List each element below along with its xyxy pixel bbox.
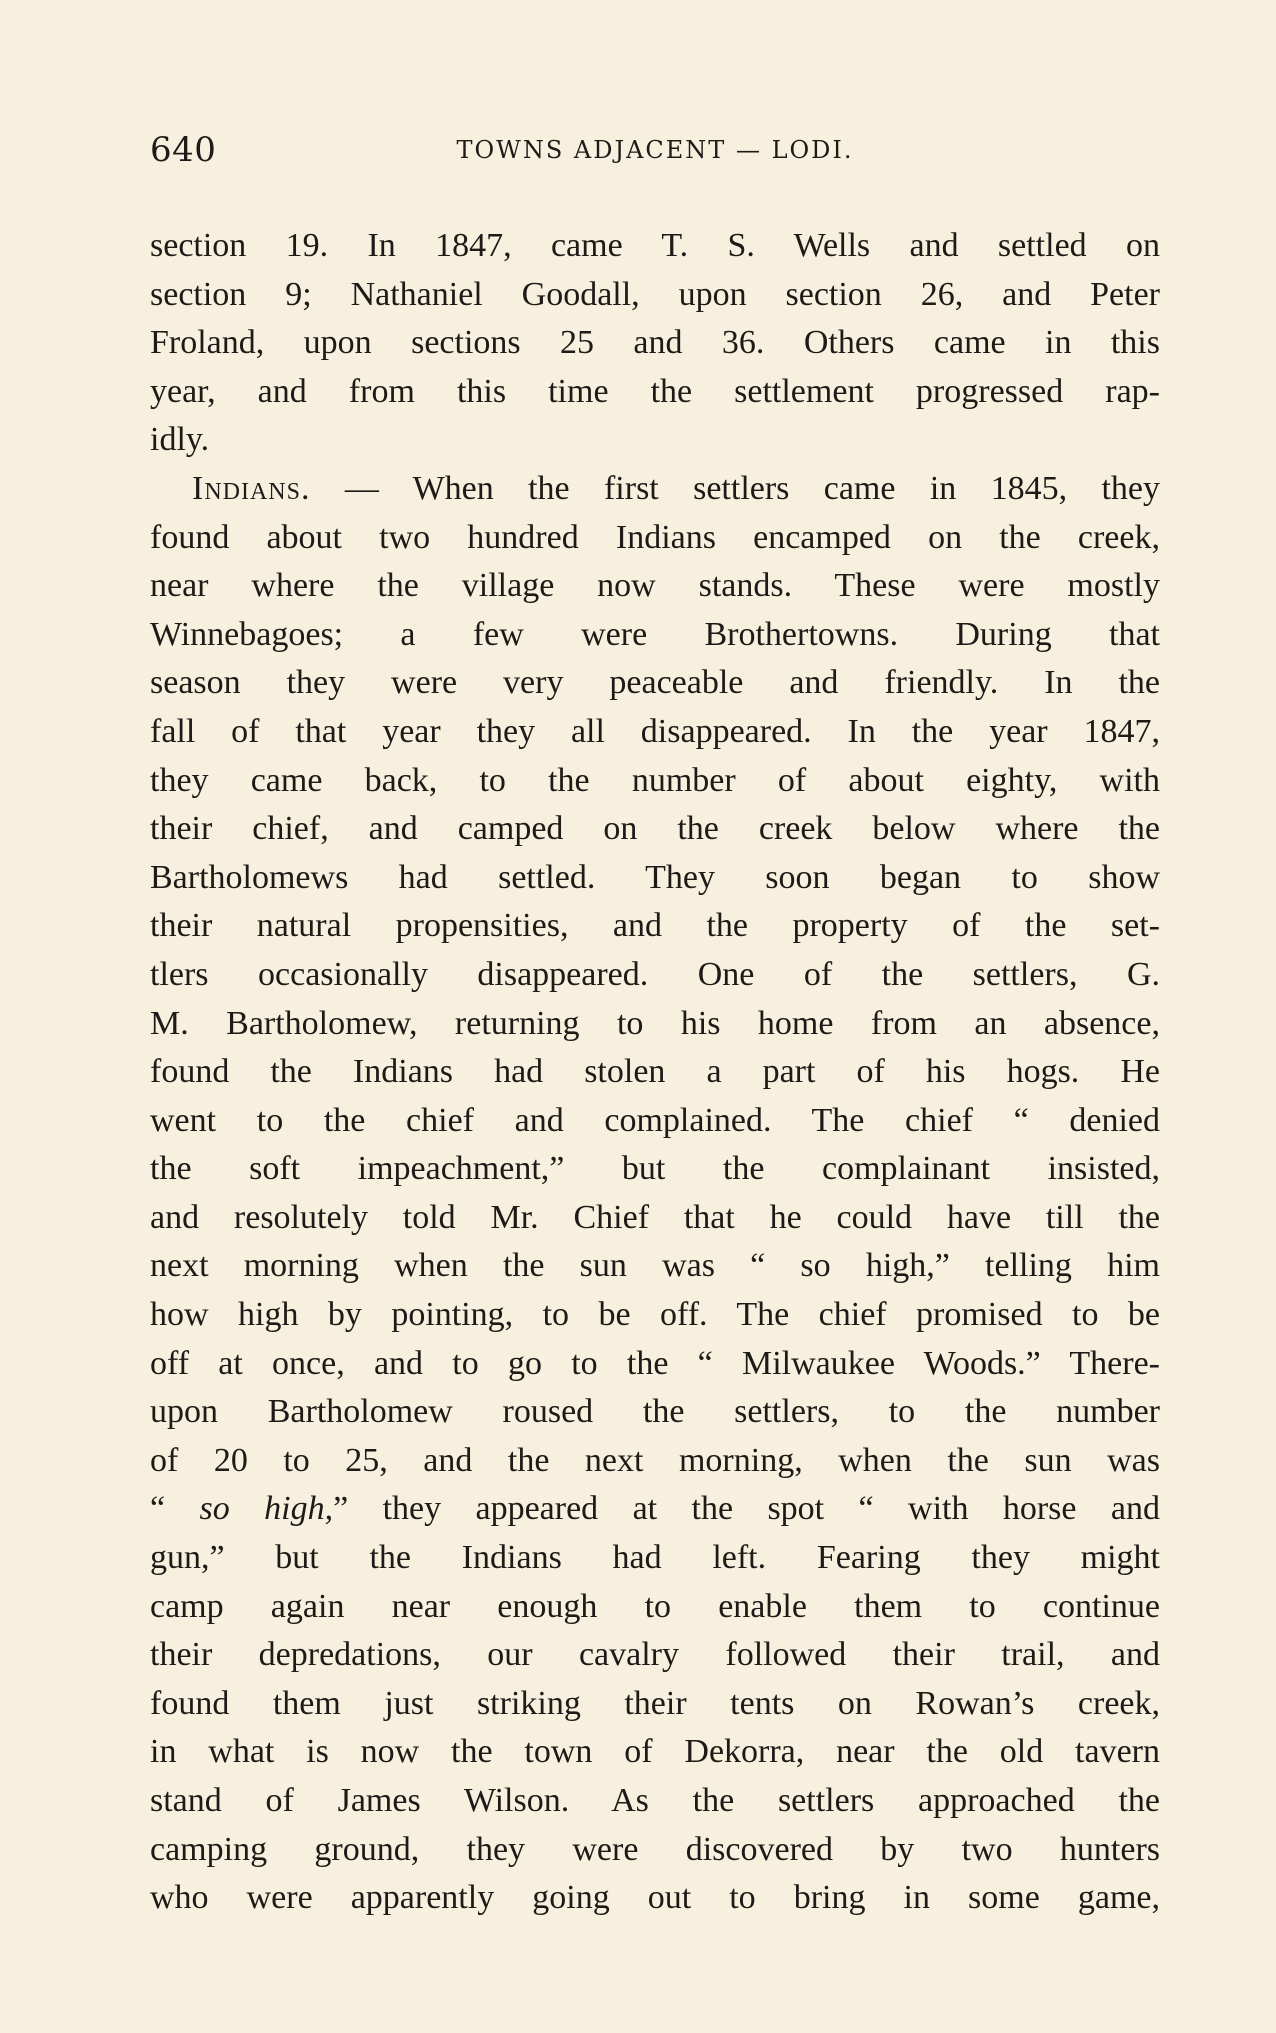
text-line: upon Bartholomew roused the settlers, to the number xyxy=(150,1393,1160,1431)
section-heading: Indians. xyxy=(192,469,311,507)
text-line: their natural propensities, and the property of the set- xyxy=(150,907,1160,945)
text-line xyxy=(150,1485,1160,1534)
text-line: Froland, upon sections 25 and 36. Others came in this xyxy=(150,324,1160,362)
text-line: and resolutely told Mr. Chief that he could have till the xyxy=(150,1198,1160,1236)
text-line: their depredations, our cavalry followed their trail, and xyxy=(150,1636,1160,1674)
text-line: fall of that year they all disappeared. In the year 1847, xyxy=(150,712,1160,750)
text-line: tlers occasionally disappeared. One of the settlers, G. xyxy=(150,955,1160,993)
text-line: of 20 to 25, and the next morning, when the sun was xyxy=(150,1441,1160,1479)
heading-line-rest: — When the first settlers came in 1845, they xyxy=(310,469,1160,507)
text-line: who were apparently going out to bring in some game, xyxy=(150,1879,1160,1917)
text-line: stand of James Wilson. As the settlers approached the xyxy=(150,1782,1160,1819)
paragraph-1 xyxy=(150,222,1160,465)
text-line: how high by pointing, to be off. The chief promised to be xyxy=(150,1296,1160,1334)
text-line: section 9; Nathaniel Goodall, upon section 26, and Peter xyxy=(150,275,1160,313)
text-line: season they were very peaceable and friendly. In the xyxy=(150,664,1160,702)
body-text xyxy=(150,222,1160,1923)
text-line: they came back, to the number of about eighty, with xyxy=(150,761,1160,799)
text-line: the soft impeachment,” but the complainant insisted, xyxy=(150,1150,1160,1188)
text-line: their chief, and camped on the creek below where the xyxy=(150,810,1160,848)
text-line: M. Bartholomew, returning to his home from an absence, xyxy=(150,1004,1160,1042)
text-line: camping ground, they were discovered by two hunters xyxy=(150,1830,1160,1868)
text-line: year, and from this time the settlement progressed rap- xyxy=(150,372,1160,410)
paragraph-indians xyxy=(150,465,1160,1923)
running-head: TOWNS ADJACENT — LODI. xyxy=(456,136,854,164)
text-line: idly. xyxy=(150,421,210,459)
text-line: next morning when the sun was “ so high,” telling him xyxy=(150,1247,1160,1285)
page-header xyxy=(150,130,1160,180)
text-line: went to the chief and complained. The chief “ denied xyxy=(150,1101,1160,1139)
italic-phrase: so high, xyxy=(199,1490,334,1528)
text-line: section 19. In 1847, came T. S. Wells and settled on xyxy=(150,227,1160,264)
open-quote: “ xyxy=(150,1490,200,1528)
text-line: found the Indians had stolen a part of his hogs. He xyxy=(150,1053,1160,1091)
text-line: in what is now the town of Dekorra, near the old tavern xyxy=(150,1733,1160,1771)
text-line: Winnebagoes; a few were Brothertowns. During that xyxy=(150,615,1160,653)
text-line: off at once, and to go to the “ Milwaukee Woods.” There- xyxy=(150,1344,1160,1382)
text-line xyxy=(150,465,1160,514)
italic-line-rest: ” they appeared at the spot “ with horse and xyxy=(333,1490,1160,1528)
text-line: found about two hundred Indians encamped on the creek, xyxy=(150,518,1160,556)
page-number: 640 xyxy=(150,130,217,170)
text-line: gun,” but the Indians had left. Fearing they might xyxy=(150,1539,1160,1577)
text-line: Bartholomews had settled. They soon began to show xyxy=(150,858,1160,896)
text-line: near where the village now stands. These were mostly xyxy=(150,567,1160,605)
text-line: found them just striking their tents on Rowan’s creek, xyxy=(150,1684,1160,1722)
text-line: camp again near enough to enable them to continue xyxy=(150,1587,1160,1625)
